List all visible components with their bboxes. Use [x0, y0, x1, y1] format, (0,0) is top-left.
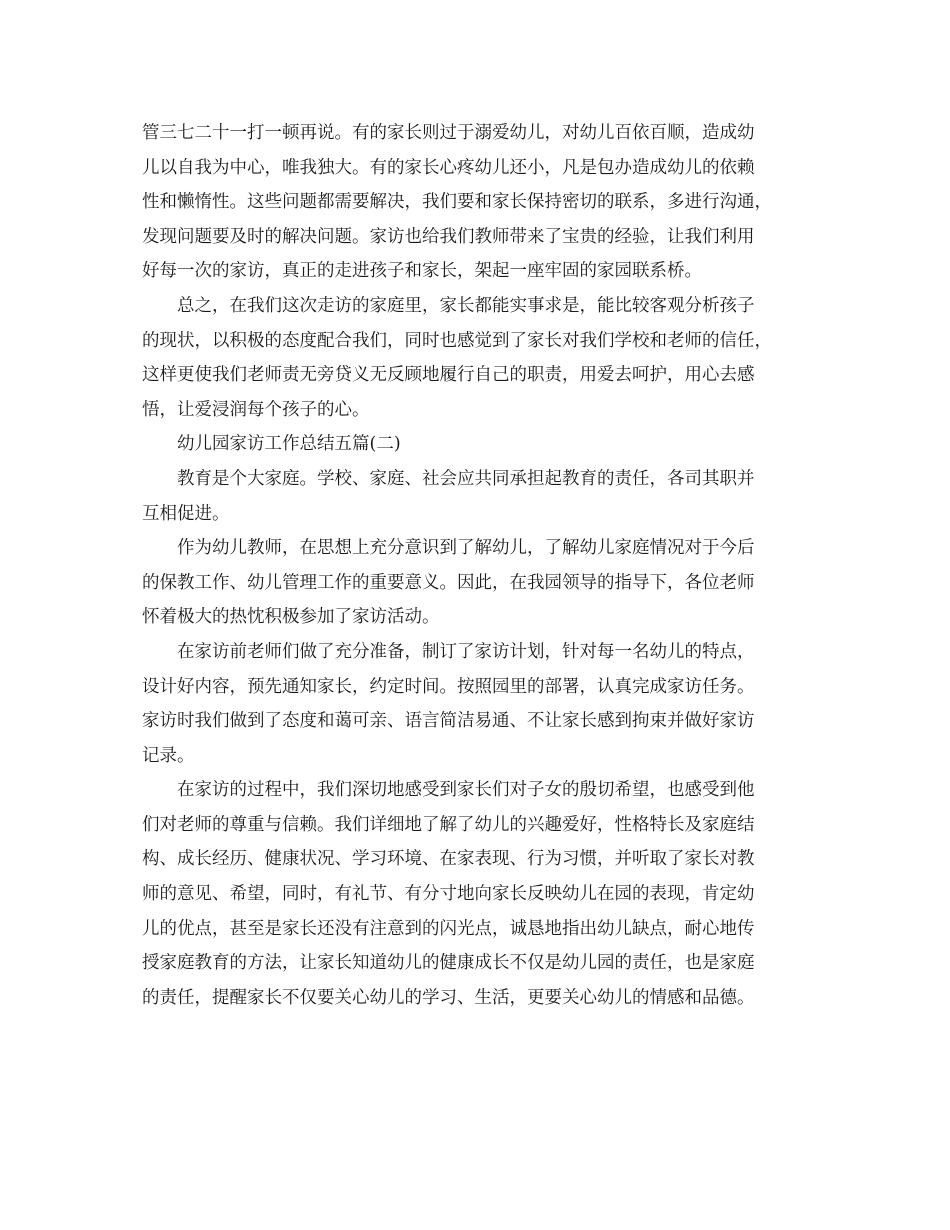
- text-line: 构、成长经历、健康状况、学习环境、在家表现、行为习惯，并听取了家长对教: [142, 849, 755, 870]
- text-line: 管三七二十一打一顿再说。有的家长则过于溺爱幼儿，对幼儿百依百顺，造成幼: [142, 123, 755, 143]
- text-line: 记录。: [142, 745, 195, 766]
- text-line: 好每一次的家访，真正的走进孩子和家长，架起一座牢固的家园联系桥。: [142, 261, 702, 282]
- text-line: 发现问题要及时的解决问题。家访也给我们教师带来了宝贵的经验，让我们利用: [142, 226, 755, 247]
- paragraph: [142, 531, 810, 635]
- text-line: 在家访的过程中，我们深切地感受到家长们对子女的殷切希望，也感受到他: [177, 780, 755, 801]
- text-line: 的保教工作、幼儿管理工作的重要意义。因此，在我园领导的指导下，各位老师: [142, 572, 755, 593]
- text-line: 的现状，以积极的态度配合我们，同时也感觉到了家长对我们学校和老师的信任，: [142, 330, 772, 351]
- text-line: 授家庭教育的方法，让家长知道幼儿的健康成长不仅是幼儿园的责任，也是家庭: [142, 953, 755, 974]
- paragraph: [142, 773, 810, 1015]
- text-line: 总之，在我们这次走访的家庭里，家长都能实事求是，能比较客观分析孩子: [177, 295, 755, 316]
- text-line: 在家访前老师们做了充分准备，制订了家访计划，针对每一名幼儿的特点，: [177, 641, 755, 662]
- text-line: 怀着极大的热忱积极参加了家访活动。: [142, 607, 440, 628]
- paragraph: [142, 635, 810, 773]
- text-line: 悟，让爱浸润每个孩子的心。: [142, 399, 370, 420]
- text-line: 互相促进。: [142, 503, 230, 524]
- text-line: 们对老师的尊重与信赖。我们详细地了解了幼儿的兴趣爱好，性格特长及家庭结: [142, 814, 755, 835]
- text-line: 的责任，提醒家长不仅要关心幼儿的学习、生活，更要关心幼儿的情感和品德。: [142, 987, 755, 1008]
- text-line: 儿的优点，甚至是家长还没有注意到的闪光点，诚恳地指出幼儿缺点，耐心地传: [142, 918, 755, 939]
- text-line: 师的意见、希望，同时，有礼节、有分寸地向家长反映幼儿在园的表现，肯定幼: [142, 884, 755, 905]
- document-body: [142, 116, 810, 1015]
- text-line: 这样更使我们老师责无旁贷义无反顾地履行自己的职责，用爱去呵护，用心去感: [142, 365, 755, 386]
- text-line: 家访时我们做到了态度和蔼可亲、语言简洁易通、不让家长感到拘束并做好家访: [142, 711, 755, 732]
- text-line: 教育是个大家庭。学校、家庭、社会应共同承担起教育的责任，各司其职并: [177, 468, 755, 489]
- text-line: 幼儿园家访工作总结五篇(二): [177, 434, 401, 455]
- text-line: 设计好内容，预先通知家长，约定时间。按照园里的部署，认真完成家访任务。: [142, 676, 755, 697]
- paragraph: [142, 462, 810, 531]
- text-line: 儿以自我为中心，唯我独大。有的家长心疼幼儿还小，凡是包办造成幼儿的依赖: [142, 157, 755, 178]
- text-line: 性和懒惰性。这些问题都需要解决，我们要和家长保持密切的联系，多进行沟通，: [142, 192, 772, 213]
- paragraph: [142, 289, 810, 427]
- paragraph: [142, 116, 810, 289]
- section-heading: [142, 427, 810, 462]
- text-line: 作为幼儿教师，在思想上充分意识到了解幼儿，了解幼儿家庭情况对于今后: [177, 538, 755, 559]
